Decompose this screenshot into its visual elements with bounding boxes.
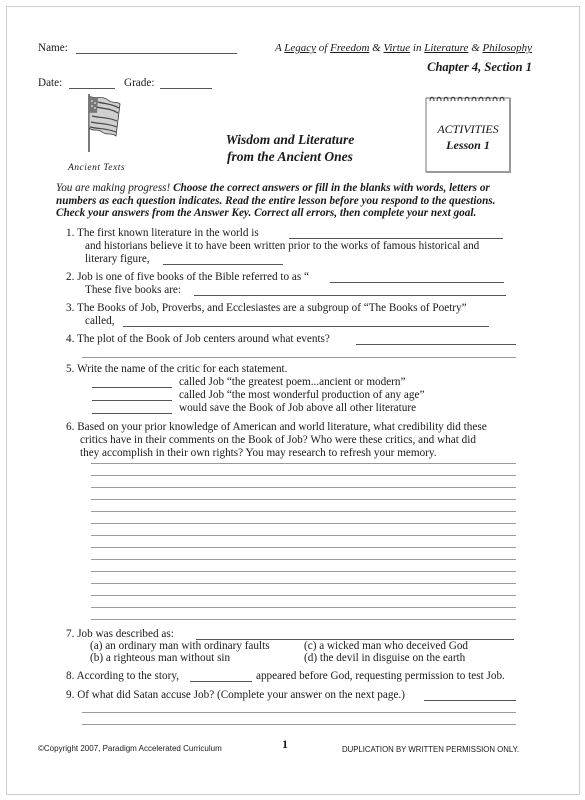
answer-blank-q9a[interactable] [424,700,516,701]
answer-line[interactable] [91,487,516,488]
option-7c: (c) a wicked man who deceived God [304,640,469,652]
question-1-line3: literary figure, [85,253,150,265]
activities-notepad [424,92,512,174]
question-2-line1: 2. Job is one of five books of the Bible referred to as “ [66,271,309,283]
answer-line[interactable] [91,475,516,476]
page-title: Wisdom and Literature from the Ancient Ones [225,132,355,164]
answer-line[interactable] [91,499,516,500]
lesson-number: Lesson 1 [446,138,490,152]
question-6-line2: critics have in their comments on the Book of Job? Who were these critics, and what did [80,434,476,446]
question-7: 7. Job was described as: [66,628,174,640]
name-label: Name: [38,42,68,54]
flag-icon [80,92,122,154]
answer-line-q9b[interactable] [82,712,516,713]
question-5c: would save the Book of Job above all other literature [179,402,417,414]
date-label: Date: [38,77,63,89]
answer-blank-q8[interactable] [190,681,252,682]
answer-line[interactable] [91,547,516,548]
grade-field[interactable] [160,88,212,89]
answer-line[interactable] [91,607,516,608]
answer-line-q9c[interactable] [82,724,516,725]
name-field[interactable] [76,53,237,54]
question-3-line2: called, [85,315,115,327]
notepad-label: ACTIVITIES [437,122,499,136]
answer-blank-q5b[interactable] [92,400,172,401]
question-8-part2: appeared before God, requesting permission to test Job. [256,670,505,682]
copyright-notice: ©Copyright 2007, Paradigm Accelerated Curriculum [38,744,222,753]
question-1-line1: 1. The first known literature in the world is [66,227,259,239]
chapter-heading: Chapter 4, Section 1 [427,60,532,74]
question-5a: called Job “the greatest poem...ancient or modern” [179,376,406,388]
answer-blank-q2a[interactable] [330,282,504,283]
question-8-part1: 8. According to the story, [66,670,179,682]
instructions: You are making progress! Choose the correct answers or fill in the blanks with words, letters or numbers as each question indicates. Read the entire lesson before you respond to the questions. Check your answers from the Answer Key. Correct all errors, then complete your next goal. [56,182,496,220]
question-6-line1: 6. Based on your prior knowledge of American and world literature, what credibility did these [66,421,487,433]
question-3-line1: 3. The Books of Job, Proverbs, and Ecclesiastes are a subgroup of “The Books of Poetry” [66,302,467,314]
answer-blank-q2b[interactable] [194,295,506,296]
question-5b: called Job “the most wonderful production of any age” [179,389,425,401]
answer-line[interactable] [91,523,516,524]
grade-label: Grade: [124,77,155,89]
option-7d: (d) the devil in disguise on the earth [304,652,466,664]
question-1-line2: and historians believe it to have been written prior to the works of famous historical and [85,240,480,252]
answer-blank-q1b[interactable] [163,264,283,265]
series-title: A Legacy of Freedom & Virtue in Literature & Philosophy [274,42,532,54]
logo-caption: Ancient Texts [68,163,126,173]
answer-blank-q5a[interactable] [92,387,172,388]
option-7b: (b) a righteous man without sin [90,652,231,664]
answer-line[interactable] [91,595,516,596]
answer-line[interactable] [91,559,516,560]
date-field[interactable] [69,88,115,89]
option-7a: (a) an ordinary man with ordinary faults [90,640,270,652]
question-2-line2: These five books are: [85,284,181,296]
answer-line[interactable] [91,583,516,584]
answer-blank-q5c[interactable] [92,413,172,414]
question-5: 5. Write the name of the critic for each statement. [66,363,288,375]
question-4: 4. The plot of the Book of Job centers around what events? [66,333,330,345]
answer-blank-q4a[interactable] [356,344,516,345]
answer-line[interactable] [91,619,516,620]
answer-line[interactable] [91,571,516,572]
question-9: 9. Of what did Satan accuse Job? (Complete your answer on the next page.) [66,689,405,701]
page-number: 1 [282,737,288,751]
answer-line[interactable] [91,511,516,512]
question-6-line3: they accomplish in their own rights? You may research to refresh your memory. [80,447,437,459]
answer-line[interactable] [91,463,516,464]
answer-blank-q3[interactable] [123,326,489,327]
answer-line-q4b[interactable] [82,357,516,358]
permission-notice: DUPLICATION BY WRITTEN PERMISSION ONLY. [341,745,519,754]
answer-blank-q1a[interactable] [289,238,503,239]
answer-line[interactable] [91,535,516,536]
